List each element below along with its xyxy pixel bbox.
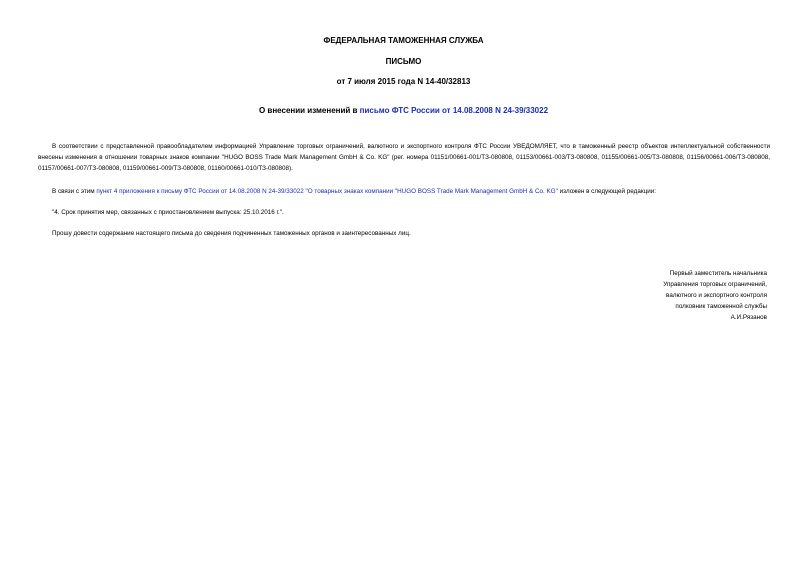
paragraph-request: Прошу довести содержание настоящего письма до сведения подчиненных таможенных органов и заинтересованных лиц. <box>52 230 411 237</box>
amendment-prefix: В связи с этим <box>52 188 97 195</box>
signature-block <box>567 268 767 323</box>
agency-heading: ФЕДЕРАЛЬНАЯ ТАМОЖЕННАЯ СЛУЖБА <box>323 36 484 45</box>
paragraph-notice: В соответствии с представленной правообладателем информацией Управление торговых ограничений, валютного и экспортного контроля ФТС России УВЕДОМЛЯЕТ, что в таможенный реестр объектов интеллектуальной собственности внесены изменения в отношении товарных знаков компании "HUGO BOSS Trade Mark Management GmbH & Co. KG" (рег. номера 01151/00661-001/ТЗ-080808, 01153/00661-003/ТЗ-080808, 01155/00661-005/ТЗ-080808, 01156/00661-006/ТЗ-080808, 01157/00661-007/ТЗ-080808, 01159/00661-009/ТЗ-080808, 01160/00661-010/ТЗ-080808). <box>38 143 770 172</box>
date-number-heading: от 7 июля 2015 года N 14-40/32813 <box>336 77 471 86</box>
subject-prefix: О внесении изменений в <box>258 106 360 115</box>
subject-heading <box>0 106 807 116</box>
paragraph-amendment <box>38 186 770 197</box>
signature-position-line3: валютного и экспортного контроля <box>666 292 767 299</box>
document-type-heading: ПИСЬМО <box>385 57 422 66</box>
subject-link[interactable]: письмо ФТС России от 14.08.2008 N 24-39/33022 <box>359 106 549 115</box>
signature-position-line1: Первый заместитель начальника <box>669 270 767 277</box>
signature-position-line2: Управления торговых ограничений, <box>663 281 767 288</box>
signature-rank: полковник таможенной службы <box>675 303 767 310</box>
amendment-link[interactable]: пункт 4 приложения к письму ФТС России от 14.08.2008 N 24-39/33022 "О товарных знаках компании "HUGO BOSS Trade Mark Management GmbH & Co. KG" <box>96 188 558 195</box>
amendment-suffix: изложен в следующей редакции: <box>557 188 656 195</box>
signatory-name: А.И.Рязанов <box>730 314 767 321</box>
paragraph-new-wording: "4. Срок принятия мер, связанных с приостановлением выпуска: 25.10.2016 г.". <box>52 209 284 216</box>
